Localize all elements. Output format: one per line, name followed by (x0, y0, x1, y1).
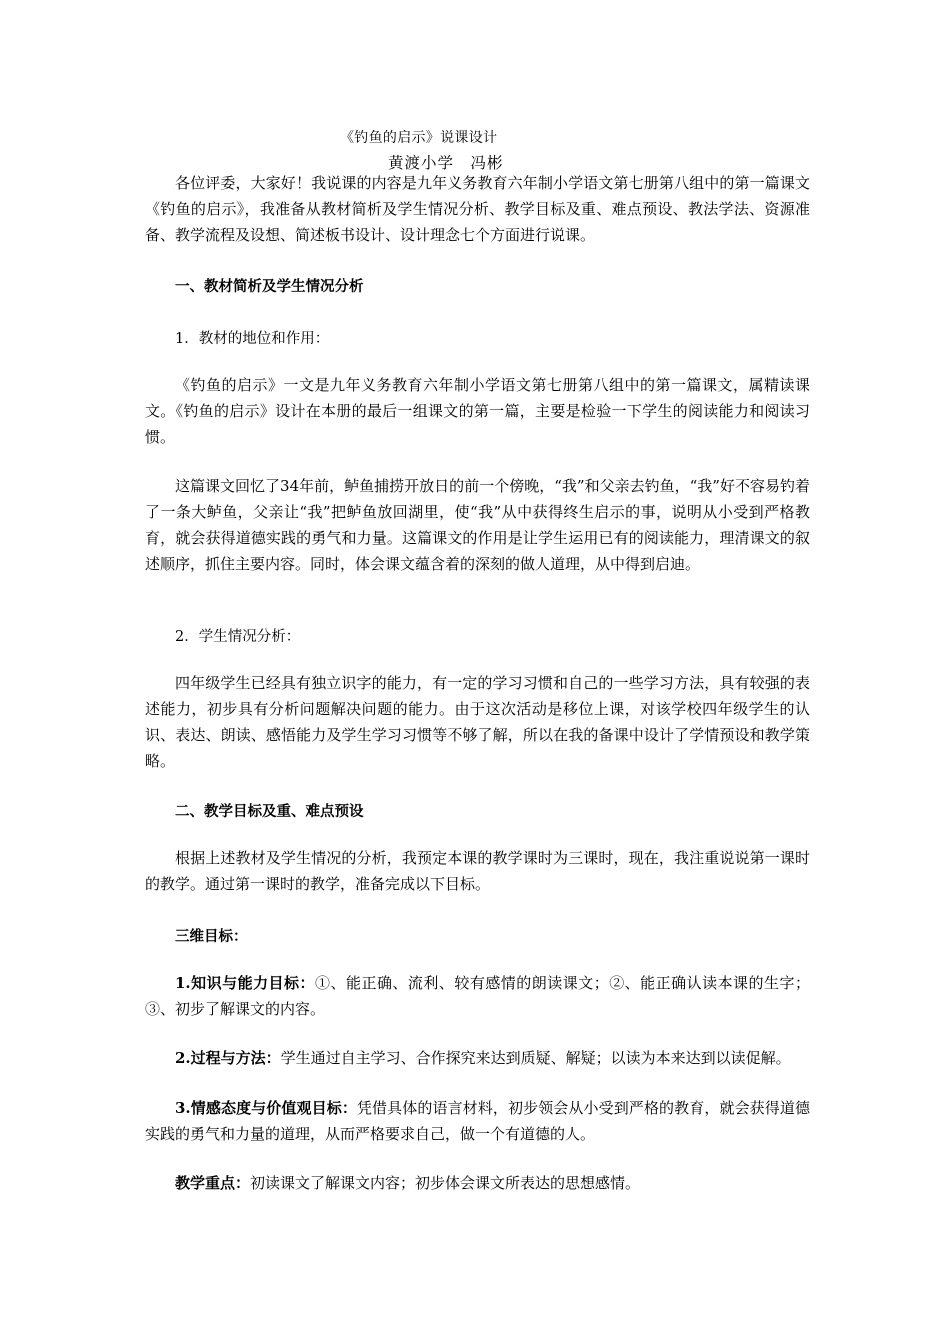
document-author: 黄渡小学 冯彬 (388, 154, 504, 172)
section-heading-1: 一、教材简析及学生情况分析 (175, 278, 364, 295)
paragraph-textbook-role: 《钓鱼的启示》一文是九年义务教育六年制小学语文第七册第八组中的第一篇课文，属精读课文。《钓鱼的启示》设计在本册的最后一组课文的第一篇，主要是检验一下学生的阅读能力和阅读习惯。 (145, 376, 810, 446)
paragraph-text-summary: 这篇课文回忆了34年前，鲈鱼捕捞开放日的前一个傍晚，“我”和父亲去钓鱼，“我”好不容易钓着了一条大鲈鱼，父亲让“我”把鲈鱼放回湖里，使“我”从中获得终生启示的事，说明从小受到严格教育，就会获得道德实践的勇气和力量。这篇课文的作用是让学生运用已有的阅读能力，理清课文的叙述顺序，抓住主要内容。同时，体会课文蕴含着的深刻的做人道理，从中得到启迪。 (145, 477, 810, 573)
paragraph-lesson-plan: 根据上述教材及学生情况的分析，我预定本课的教学课时为三课时，现在，我注重说说第一课时的教学。通过第一课时的教学，准备完成以下目标。 (145, 849, 810, 893)
teaching-focus-text: 初读课文了解课文内容；初步体会课文所表达的思想感情。 (250, 1174, 641, 1192)
paragraph-student-analysis: 四年级学生已经具有独立识字的能力，有一定的学习习惯和自己的一些学习方法，具有较强的表述能力，初步具有分析问题解决问题的能力。由于这次活动是移位上课，对该学校四年级学生的认识、表达、朗读、感悟能力及学生学习习惯等不够了解，所以在我的备课中设计了学情预设和教学策略。 (145, 674, 810, 770)
intro-paragraph: 各位评委，大家好！我说课的内容是九年义务教育六年制小学语文第七册第八组中的第一篇课文《钓鱼的启示》，我准备从教材简析及学生情况分析、教学目标及重、难点预设、教法学法、资源准备、教学流程及设想、简述板书设计、设计理念七个方面进行说课。 (145, 174, 810, 244)
teaching-focus (145, 1170, 810, 1196)
goal-2-text: 学生通过自主学习、合作探究来达到质疑、解疑；以读为本来达到以读促解。 (280, 1049, 791, 1067)
goal-1-text: ①、能正确、流利、较有感情的朗读课文；②、能正确认读本课的生字；③、初步了解课文的内容。 (145, 974, 810, 1018)
subsection-heading-1: 1．教材的地位和作用： (175, 331, 330, 347)
goal-3-label: 3.情感态度与价值观目标： (175, 1099, 357, 1117)
goal-2-label: 2.过程与方法： (175, 1049, 281, 1067)
subsection-heading-2: 2．学生情况分析： (175, 629, 301, 645)
goals-heading: 三维目标： (175, 928, 248, 945)
document-title: 《钓鱼的启示》说课设计 (340, 130, 498, 146)
goal-3-text: 凭借具体的语言材料，初步领会从小受到严格的教育，就会获得道德实践的勇气和力量的道理，从而严格要求自己，做一个有道德的人。 (145, 1099, 810, 1143)
teaching-focus-label: 教学重点： (175, 1174, 251, 1192)
section-heading-2: 二、教学目标及重、难点预设 (175, 803, 364, 820)
goal-3 (145, 1095, 810, 1147)
goal-2 (145, 1045, 810, 1071)
goal-1 (145, 970, 810, 1022)
goal-1-label: 1.知识与能力目标： (175, 974, 316, 992)
